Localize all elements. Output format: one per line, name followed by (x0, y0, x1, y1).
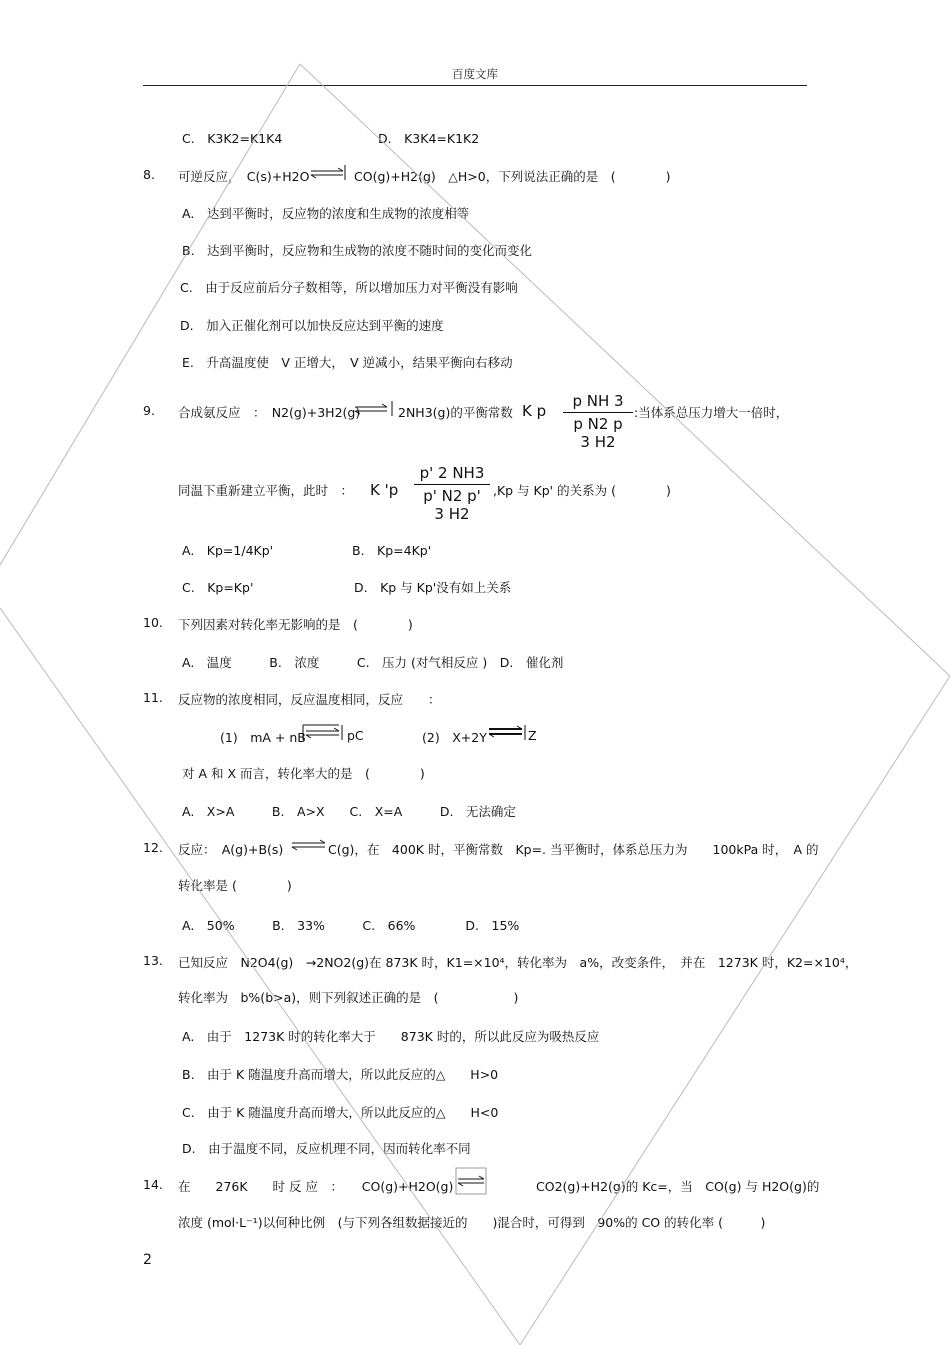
text-line-q13D: D. 由于温度不同，反应机理不同，因而转化率不同 (182, 1141, 471, 1156)
text-line-q13a: 已知反应 N2O4(g) →2NO2(g)在 873K 时，K1=×10⁴，转化率为 a%，改变条件， 并在 1273K 时，K2=×10⁴， (178, 955, 858, 970)
text-line-q9A: A. Kp=1/4Kp' (182, 543, 274, 558)
text-line-q13A: A. 由于 1273K 时的转化率大于 873K 时的，所以此反应为吸热反应 (182, 1029, 600, 1044)
text-line-q14num: 14. (143, 1177, 163, 1192)
text-line-q12num: 12. (143, 840, 163, 855)
equilibrium-arrow-icon (456, 1168, 486, 1194)
text-line-q11f: 对 A 和 X 而言，转化率大的是 ( ) (182, 766, 425, 781)
text-line-q9num: 9. (143, 403, 155, 418)
text-line-q9c: :当体系总压力增大一倍时， (634, 405, 789, 420)
text-line-q9D: D. Kp 与 Kp'没有如上关系 (354, 580, 512, 595)
fraction-bar (563, 412, 633, 413)
text-line-q9e: ,Kp 与 Kp' 的关系为 ( ) (493, 483, 671, 498)
text-line-q11e: Z (528, 728, 537, 743)
equilibrium-arrow-icon (292, 840, 325, 850)
page-header-title: 百度文库 (452, 67, 498, 81)
text-line-q9C: C. Kp=Kp' (182, 580, 254, 595)
text-line-q8num: 8. (143, 167, 155, 182)
text-line-q12A: A. 50% B. 33% C. 66% D. 15% (182, 918, 520, 933)
text-line-q13C: C. 由于 K 随温度升高而增大，所以此反应的△ H<0 (182, 1105, 499, 1120)
kp-prime-numerator: p' 2 NH3 (419, 464, 485, 482)
text-line-q10a: 下列因素对转化率无影响的是 ( ) (178, 617, 413, 632)
text-line-q9a: 合成氨反应 ： N2(g)+3H2(g) (178, 405, 361, 420)
text-line-q12b: C(g)，在 400K 时，平衡常数 Kp=. 当平衡时，体系总压力为 100kPa 时， A 的 (328, 842, 819, 857)
kp-prime-symbol: K 'p (370, 481, 399, 499)
text-line-q8B: B. 达到平衡时，反应物和生成物的浓度不随时间的变化而变化 (182, 243, 533, 258)
text-line-q8D: D. 加入正催化剂可以加快反应达到平衡的速度 (180, 318, 444, 333)
kp-numerator: p NH 3 (572, 392, 624, 410)
text-line-q9b: 2NH3(g)的平衡常数 (398, 405, 513, 420)
text-line-q13num: 13. (143, 953, 163, 968)
text-line-q9d: 同温下重新建立平衡，此时 ： (178, 483, 354, 498)
text-line-q12c: 转化率是 ( ) (178, 878, 292, 893)
text-line-q14c: 浓度 (mol·L⁻¹)以何种比例 (与下列各组数据接近的 )混合时，可得到 90%的 CO 的转化率 ( ) (178, 1215, 766, 1230)
text-line-q10A: A. 温度 B. 浓度 C. 压力 (对气相反应 ) D. 催化剂 (182, 655, 564, 670)
text-line-q8a: 可逆反应， C(s)+H2O (178, 169, 310, 184)
equilibrium-arrow-icon (355, 401, 392, 416)
text-line-q14b: CO2(g)+H2(g)的 Kc=，当 CO(g) 与 H2O(g)的 (536, 1179, 820, 1194)
text-line-q11num: 11. (143, 690, 163, 705)
text-line-q13B: B. 由于 K 随温度升高而增大，所以此反应的△ H>0 (182, 1067, 499, 1082)
text-line-q12a: 反应： A(g)+B(s) (178, 842, 284, 857)
text-line-q13b: 转化率为 b%(b>a)，则下列叙述正确的是 ( ) (178, 990, 519, 1005)
text-line-q14a: 在 276K 时 反 应 ： CO(g)+H2O(g) (178, 1179, 454, 1194)
text-line-q8b: CO(g)+H2(g) △H>0，下列说法正确的是 ( ) (354, 169, 671, 184)
header-rule (143, 85, 807, 86)
equilibrium-arrow-icon (303, 725, 342, 740)
text-line-l1b: D. K3K4=K1K2 (378, 131, 480, 146)
page-number: 2 (143, 1252, 152, 1268)
kp-fraction (563, 392, 633, 451)
watermark-line (0, 608, 520, 1345)
kp-prime-fraction (414, 464, 490, 523)
fraction-bar (414, 484, 490, 485)
text-line-q10num: 10. (143, 615, 163, 630)
kp-denominator: p N2 p 3 H2 (573, 415, 623, 451)
text-line-q11c: pC (347, 728, 364, 743)
text-line-q8A: A. 达到平衡时，反应物的浓度和生成物的浓度相等 (182, 206, 470, 221)
equilibrium-arrow-icon (489, 725, 525, 740)
text-line-q8E: E. 升高温度使 V 正增大， V 逆减小，结果平衡向右移动 (182, 355, 513, 370)
text-line-q11d: (2) X+2Y (422, 730, 487, 745)
text-line-q11A: A. X>A B. A>X C. X=A D. 无法确定 (182, 804, 516, 819)
text-line-q8C: C. 由于反应前后分子数相等，所以增加压力对平衡没有影响 (180, 280, 518, 295)
text-line-q11a: 反应物的浓度相同，反应温度相同，反应 ： (178, 692, 441, 707)
text-line-q9B: B. Kp=4Kp' (352, 543, 432, 558)
watermark-line (520, 676, 950, 1345)
text-line-l1: C. K3K2=K1K4 (182, 131, 283, 146)
equilibrium-arrow-icon (311, 165, 345, 180)
kp-prime-denominator: p' N2 p' 3 H2 (423, 487, 481, 523)
text-line-q11b: (1) mA + nB (220, 730, 306, 745)
kp-symbol: K p (522, 402, 547, 420)
